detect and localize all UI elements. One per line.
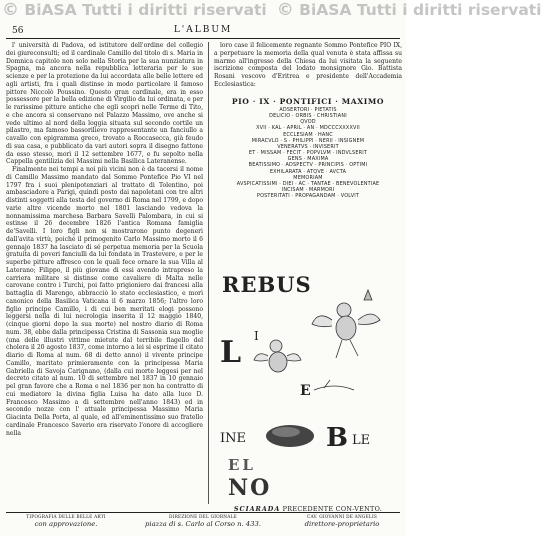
footer-direction-address: piazza di s. Carlo al Corso n. 433.	[145, 520, 261, 528]
intro-paragraph: loro case il felicemente regnante Sommo Pontefice PIO IX, a perpetuare la memoria della qual venuta è stata affissa su marmo all'ingresso della Chiesa da lui visitata la seguente iscrizione composta del lodato monsignore Gio. Battista Rosani vescovo d'Eritrea e presidente dell'Accademia Ecclesiastica:	[214, 42, 402, 88]
inscription-line: POSTERITATI · PROPAGANDAM · VOLVIT	[256, 193, 360, 200]
small-cherub	[254, 340, 301, 372]
inscription-line: ECCLESIAM · HANC	[283, 131, 333, 138]
right-column	[214, 42, 402, 89]
rebus-text-ine: INE	[220, 431, 246, 446]
rebus-letter-b: B	[326, 423, 348, 453]
inscription-line: DELICIO · ORBIS · CHRISTIANI	[269, 113, 347, 120]
inscription-line: ET · MISSAM · FECIT · POPVLVM · INDVLSERIT	[248, 150, 368, 157]
inscription-line: XVII · KAL · APRIL · AN · MDCCCXXXXVII	[256, 125, 360, 132]
footer-printer-name: TIPOGRAFIA DELLE BELLE ARTI	[26, 515, 106, 520]
copyright-symbol: ©	[276, 0, 294, 20]
inscription-line: MEMORIAM	[293, 174, 323, 181]
watermark	[0, 0, 542, 22]
rebus-letter-l: L	[220, 335, 242, 370]
inscription-line: VENERATVS · INVISERIT	[277, 143, 339, 150]
inscription-line: QVOD	[300, 119, 316, 126]
inscription-line: GENS · MAXIMA	[287, 156, 329, 163]
running-title: L'ALBUM	[173, 25, 233, 35]
article-paragraph: Finalmente nei tempi a noi più vicini non è da tacersi il nome di Camillo Massimo mandato dal Sommo Pontefice Pio VI nel 1797 fra i suoi plenipotenziari al trattato di Tolentino, poi ambasciadore a Parigi, quindi posto dai napoletani con tre altri distinti soggetti alla testa del governo di Roma nel 1799, e dopo varie altre vicende morto nel 1801 lasciando vedova la nonnamissima marchesa Barbara Savelli Palombara, in cui si estinse il 26 decembre 1826 l'antica Romana famiglia de'Savelli. I loro figli non si mostrarono punto degeneri dall'avita virtù, poiché il primogenito Carlo Massimo morto il 6 gennajo 1837 ha lasciato di sé perpetua memoria per la Scuola gratuita di poveri fanciulli da lui fondata in Trastevere, e per le superbe pitture affresco con le quali fece ornare la sua Villa al Laterano; Filippo, il più giovane di essi avendo intrapreso la carriera militare si distinse come cavaliere di Malta nelle carovane contro i Turchi, poi fatto prigioniero dai francesi alla battaglia di Marengo, abbracciò lo stato ecclesiastico, e morì canonico della Basilica Vaticana il 6 marzo 1856; l'altro loro figlio principe Camillo, i di cui ben meritati elogi possono leggersi nella di lui necrologia inserita il 12 maggio 1840, (cinque giorni dopo la sua morte) nel nostro diario di Roma num. 38, ebbe dalla principessa Cristina di Sassonia sua moglie (una delle illustri vittime mietute dal terribile flagello del cholera il 20 agosto 1837, come intorno a lei si esprime il citato diario di Roma al num. 68 di detto anno) il vivente principe Camillo, maritato primieramente con la principessa Maria Gabriella di Savoja Carignano, (dalla cui morte leggesi per nel decreto citato al num. 10 di settembre nel 1837 in 10 gennaio pel gran favore che a Roma e nel 1836 per non ha contratto di cui mediatore la divina figlia Luisa ha dato alla luce D. Francesco Massimo a di settembre nell'anno 1843) ed in secondo nozze con l' attuale principessa Massimo Maria Giacinta Della Porta, al quale, ed all'eminentissimo suo fratello cardinale Francesco Saverio era riservato l'onore di accogliere nella	[6, 166, 203, 437]
inscription-line: INCISAM · MARMORI	[281, 187, 335, 194]
watermark-text: BiASA Tutti i diritti riservati	[299, 1, 542, 19]
branch-decoration	[314, 380, 354, 390]
left-column	[6, 42, 203, 437]
stone-highlight	[272, 427, 300, 437]
footer-direction	[124, 515, 282, 528]
latin-inscription	[214, 97, 402, 199]
rebus-illustration	[214, 270, 402, 502]
watermark-item	[277, 0, 542, 20]
cherub-figure	[312, 290, 380, 358]
footer-director-name: CAV. GIOVANNI DE ANGELIS	[306, 515, 377, 520]
rebus-text-el: EL	[228, 456, 256, 474]
inscription-line: AVSPICATISSIMI · DIEI · AC · TANTAE · BENEVOLENTIAE	[236, 180, 380, 187]
rebus-letter-e: E	[300, 383, 311, 399]
inscription-line: PIO · IX · PONTIFICI · MAXIMO	[231, 97, 385, 106]
inscription-line: ADSERTORI · PIETATIS	[279, 107, 337, 113]
footer-printer-note: con approvazione.	[34, 520, 98, 528]
footer-direction-title: DIREZIONE DEL GIORNALE	[169, 515, 237, 520]
rebus-title: REBUS	[222, 272, 312, 297]
inscription-line: EXHILARATA · ATQVE · AVCTA	[269, 168, 347, 175]
rebus-text-no: NO	[228, 475, 272, 501]
copyright-symbol: ©	[2, 0, 19, 20]
footer-director	[284, 515, 400, 528]
rebus-text-le: LE	[352, 433, 371, 448]
sciarada-answer: CON-VENTO.	[335, 505, 383, 513]
page-footer	[6, 512, 400, 535]
inscription-line: MIRACVLO · S · PHILIPPI · NERII · INSIGNEM	[251, 137, 365, 144]
rebus-drawing	[214, 270, 402, 502]
inscription-line: BEATISSIMO · ADSPECTV · PRINCIPIS · OPTIMI	[248, 162, 368, 169]
column-divider	[208, 42, 209, 504]
page-header	[6, 24, 400, 39]
sciarada-label: SCIARADA	[233, 505, 281, 513]
footer-director-role: direttore-proprietario	[304, 520, 380, 528]
watermark-text: BiASA Tutti i diritti riservati	[24, 1, 267, 19]
watermark-item	[2, 0, 267, 20]
sciarada-text: PRECEDENTE	[282, 505, 334, 513]
page-number: 56	[12, 26, 24, 36]
footer-printer	[6, 515, 126, 528]
article-paragraph: l' università di Padova, ed istitutore dell'ordine del collegio dei giureconsulti; ed il cardinale Camillo del titolo di s. Maria in Domnica capitolo non solo nella Storia per la sua nunziatura in Spagna, ma ancora nella repubblica letteraria per le sue scienze e per la protezione da lui accordata alle belle lettere ed agli artisti, fra i quali distinse in modo particolare il famoso pittore Niccolò Poussino. Questo gran cardinale, era in esso possessore per la bella edizione di Virgilio da lui ordinata, e per le rarissime pitture antiche che egli scoprì nelle Terme di Tito, e che ancora si conservano nel Palazzo Massimo, ove anche si vede ultimo al nord della loggia situata sul secondo cortile un pilastro, ma famoso bassorilievo rappresentante un fanciullo a cavallo con epigramma greco, trovato a Roccasecca, già feudo di sua casa, e pubblicato da vari autori sopra il disegno fattone da esso stesso, morì il 12 settembre 1677, e fu sepolto nella Cappella gentilizia dei Massimi nella Basilica Lateranense.	[6, 42, 203, 166]
rebus-letter-i: I	[254, 329, 259, 343]
